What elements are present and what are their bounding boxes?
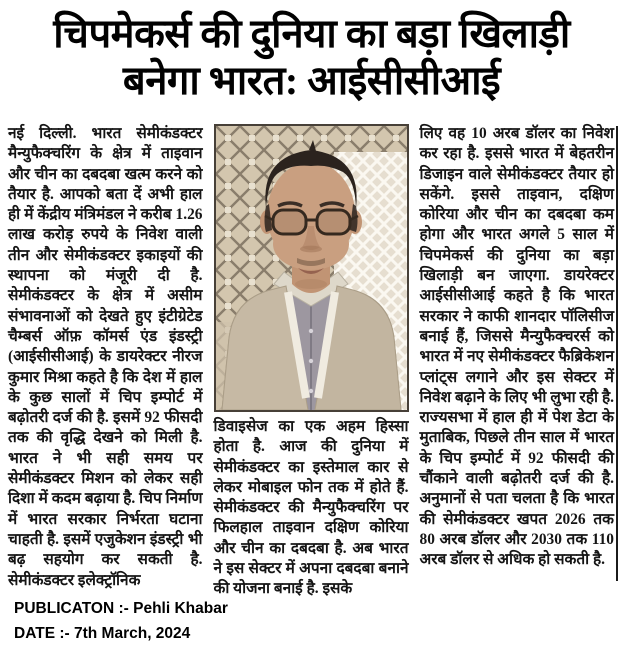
column-middle — [214, 124, 409, 600]
article-photo — [214, 124, 409, 412]
column-middle-text: डिवाइसेज का एक अहम हिस्सा होता है. आज की दुनिया में सेमीकंडक्टर का इस्तेमाल कार से लेकर मोबाइल फोन तक में होते हैं. सेमीकंडक्टर की मैन्युफैक्चरिंग पर फिलहाल ताइवान दक्षिण कोरिया और चीन का दबदबा है. अब भारत ने इस सेक्टर में अपना दबदबा बनाने की योजना बनाई है. इसके — [213, 418, 409, 598]
date-line: DATE :- 7th March, 2024 — [14, 625, 191, 642]
clipping-edge-rule — [616, 126, 618, 581]
headline-line-1: चिपमेकर्स की दुनिया का बड़ा खिलाड़ी — [53, 11, 570, 56]
headline-line-2: बनेगा भारत: आईसीसीआई — [122, 58, 501, 103]
column-left-text: नई दिल्ली. भारत सेमीकंडक्टर मैन्युफैक्चरिंग के क्षेत्र में ताइवान और चीन का दबदबा खत्म करने को तैयार है. आपको बता दें अभी हाल ही में केंद्रीय मंत्रिमंडल ने करीब 1.26 लाख करोड़ रुपये के निवेश वाली तीन और सेमीकंडक्टर इकाइयों की स्थापना को मंजूरी दी है. सेमीकंडक्टर के क्षेत्र में असीम संभावनाओं को देखते हुए इंटीग्रेटेड चैम्बर्स ऑफ़ कॉमर्स एंड इंडस्ट्री (आईसीसीआई) के डायरेक्टर नीरज कुमार मिश्रा कहते है कि देश में हाल के कुछ सालों में चिप इम्पोर्ट में बढ़ोतरी दर्ज की है. इसमें 92 फीसदी तक की वृद्धि देखने को मिली है. भारत ने भी सही समय पर सेमीकंडक्टर मिशन को लेकर सही दिशा में कदम बढ़ाया है. चिप निर्माण में भारत सरकार निर्भरता घटाना चाहती है. इसमें एजुकेशन इंडस्ट्री भी बढ़ सहयोग कर सकती है. सेमीकंडक्टर इलेक्ट्रॉनिक — [8, 125, 203, 589]
article-headline — [0, 10, 623, 104]
clipping-footer — [14, 596, 228, 646]
column-right — [420, 124, 615, 600]
publication-line: PUBLICATON :- Pehli Khabar — [14, 600, 228, 617]
column-right-text: लिए वह 10 अरब डॉलर का निवेश कर रहा है. इससे भारत में बेहतरीन डिजाइन वाले सेमीकंडक्टर तैयार हो सकेंगे. इससे ताइवान, दक्षिण कोरिया और चीन का दबदबा कम होगा और भारत अगले 5 साल में चिपमेकर्स की दुनिया का बड़ा खिलाड़ी बन जाएगा. डायरेक्टर आईसीसीआई कहते है कि भारत सरकार ने काफी शानदार पॉलिसीज बनाई हैं, जिससे मैन्युफैक्चरर्स को भारत में नए सेमीकंडक्टर फैब्रिकेशन प्लांट्स लगाने और इस सेक्टर में निवेश बढ़ाने के लिए भी लुभा रही है. राज्यसभा में हाल ही में पेश डेटा के मुताबिक, पिछले तीन साल में भारत के चिप इम्पोर्ट में 92 फीसदी की चौंकाने वाली बढ़ोतरी दर्ज की है. अनुमानों से पता चलता है कि भारत की सेमीकंडक्टर खपत 2026 तक 80 अरब डॉलर और 2030 तक 110 अरब डॉलर से अधिक हो सकती है. — [419, 125, 614, 569]
article-body — [8, 124, 614, 600]
column-left — [8, 124, 203, 600]
portrait-illustration — [216, 126, 407, 410]
